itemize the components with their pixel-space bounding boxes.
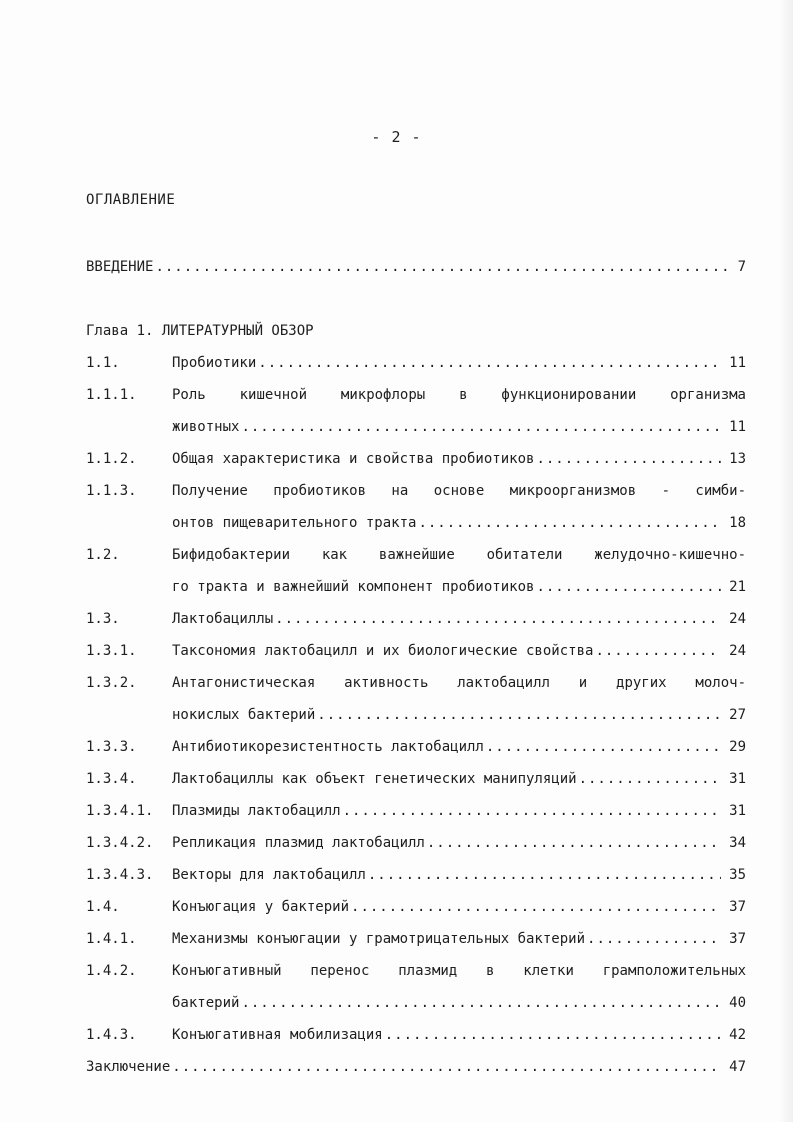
toc-entry-title: Конъюгация у бактерий bbox=[172, 899, 350, 915]
toc-entry-number: 1.3.4. bbox=[86, 771, 137, 787]
toc-entry-number: 1.3.4.2. bbox=[86, 835, 154, 851]
toc-entry bbox=[86, 672, 746, 694]
toc-entry bbox=[86, 384, 746, 406]
toc-heading: ОГЛАВЛЕНИЕ bbox=[86, 192, 176, 208]
leader-dots bbox=[595, 640, 721, 662]
toc-entry bbox=[86, 352, 746, 374]
toc-entry bbox=[86, 832, 746, 854]
toc-conclusion-row bbox=[86, 1056, 746, 1078]
chapter-title: Глава 1. ЛИТЕРАТУРНЫЙ ОБЗОР bbox=[86, 323, 314, 339]
toc-entry-page: 24 bbox=[729, 611, 746, 627]
toc-entry bbox=[86, 800, 746, 822]
leader-dots bbox=[486, 736, 721, 758]
toc-entry-title: Конъюгативная мобилизация bbox=[172, 1027, 383, 1043]
toc-entry-title: Общая характеристика и свойства пробиотиков bbox=[172, 451, 535, 467]
leader-dots bbox=[241, 416, 721, 438]
toc-entry-title: Механизмы конъюгации у грамотрицательных бактерий bbox=[172, 931, 586, 947]
toc-entry-number: 1.1.2. bbox=[86, 451, 137, 467]
toc-entry-title: Векторы для лактобацилл bbox=[172, 867, 366, 883]
toc-conclusion-page: 47 bbox=[729, 1059, 746, 1075]
toc-entry-number: 1.2. bbox=[86, 547, 120, 563]
toc-entry-title: Конъюгативный перенос плазмид в клетки грамположительных bbox=[172, 963, 746, 979]
toc-intro-page: 7 bbox=[737, 259, 746, 275]
toc-entry-title: Репликация плазмид лактобацилл bbox=[172, 835, 425, 851]
toc-entry-page: 31 bbox=[729, 803, 746, 819]
toc-entry-number: 1.1.1. bbox=[86, 387, 137, 403]
toc-entry-number: 1.4.2. bbox=[86, 963, 137, 979]
toc-entry-page: 13 bbox=[729, 451, 746, 467]
toc-entry-title: Плазмиды лактобацилл bbox=[172, 803, 341, 819]
toc-entry-page: 42 bbox=[729, 1027, 746, 1043]
toc-entry-title: Пробиотики bbox=[172, 355, 257, 371]
toc-entry bbox=[86, 864, 746, 886]
toc-entry-page: 35 bbox=[729, 867, 746, 883]
toc-entry-number: 1.3.1. bbox=[86, 643, 137, 659]
toc-entry-page: 31 bbox=[729, 771, 746, 787]
toc-entry bbox=[86, 608, 746, 630]
leader-dots bbox=[317, 704, 721, 726]
toc-entry-page: 37 bbox=[729, 899, 746, 915]
leader-dots bbox=[155, 256, 729, 278]
toc-entry-number: 1.3.4.1. bbox=[86, 803, 154, 819]
toc-entry bbox=[86, 960, 746, 982]
toc-entry-title: Бифидобактерии как важнейшие обитатели желудочно-кишечно- bbox=[172, 547, 746, 563]
toc-entry-title-continued: го тракта и важнейший компонент пробиотиков bbox=[172, 579, 535, 595]
leader-dots bbox=[427, 832, 721, 854]
toc-entry-number: 1.3.4.3. bbox=[86, 867, 154, 883]
toc-entry-title: Антагонистическая активность лактобацилл и других молоч- bbox=[172, 675, 746, 691]
toc-entry-title-continued: животных bbox=[172, 419, 240, 435]
leader-dots bbox=[418, 512, 721, 534]
leader-dots bbox=[172, 1056, 721, 1078]
toc-entry-number: 1.4. bbox=[86, 899, 120, 915]
toc-entry-page: 37 bbox=[729, 931, 746, 947]
toc-entry-page: 27 bbox=[729, 707, 746, 723]
toc-entry-number: 1.3. bbox=[86, 611, 120, 627]
toc-conclusion-title: Заключение bbox=[86, 1059, 171, 1075]
toc-entry-page: 11 bbox=[729, 419, 746, 435]
toc-entry-continuation bbox=[86, 992, 746, 1014]
leader-dots bbox=[241, 992, 721, 1014]
leader-dots bbox=[587, 928, 721, 950]
toc-entry-continuation bbox=[86, 704, 746, 726]
toc-entry bbox=[86, 544, 746, 566]
toc-entry-number: 1.4.1. bbox=[86, 931, 137, 947]
toc-entry-page: 18 bbox=[729, 515, 746, 531]
toc-entry-page: 24 bbox=[729, 643, 746, 659]
toc-entry-title: Антибиотикорезистентность лактобацилл bbox=[172, 739, 484, 755]
toc-entry-title: Получение пробиотиков на основе микроорганизмов - симби- bbox=[172, 483, 746, 499]
toc-entry bbox=[86, 480, 746, 502]
toc-intro-title: ВВЕДЕНИЕ bbox=[86, 259, 154, 275]
toc-entry bbox=[86, 736, 746, 758]
toc-entry-number: 1.1.3. bbox=[86, 483, 137, 499]
toc-entry bbox=[86, 448, 746, 470]
page-number: - 2 - bbox=[371, 128, 422, 146]
toc-intro-row bbox=[86, 256, 746, 278]
toc-entry bbox=[86, 928, 746, 950]
toc-entry-title: Лактобациллы как объект генетических манипуляций bbox=[172, 771, 577, 787]
toc-entry-page: 34 bbox=[729, 835, 746, 851]
toc-entry-page: 11 bbox=[729, 355, 746, 371]
leader-dots bbox=[579, 768, 722, 790]
scan-edge-shadow bbox=[779, 0, 793, 1122]
toc-chapter-heading bbox=[86, 320, 746, 342]
toc-entry-title: Таксономия лактобацилл и их биологические свойства bbox=[172, 643, 594, 659]
leader-dots bbox=[536, 576, 721, 598]
toc-entry-title: Роль кишечной микрофлоры в функционировании организма bbox=[172, 387, 746, 403]
toc-entry-continuation bbox=[86, 576, 746, 598]
toc-entry-page: 29 bbox=[729, 739, 746, 755]
toc-entry-continuation bbox=[86, 512, 746, 534]
toc-entry-number: 1.1. bbox=[86, 355, 120, 371]
leader-dots bbox=[343, 800, 722, 822]
toc-entry bbox=[86, 896, 746, 918]
toc-entry-continuation bbox=[86, 416, 746, 438]
leader-dots bbox=[368, 864, 721, 886]
toc-entry bbox=[86, 1024, 746, 1046]
toc-entry-title-continued: бактерий bbox=[172, 995, 240, 1011]
toc-entry-number: 1.4.3. bbox=[86, 1027, 137, 1043]
leader-dots bbox=[275, 608, 721, 630]
toc-entry-page: 21 bbox=[729, 579, 746, 595]
toc-entry-title: Лактобациллы bbox=[172, 611, 274, 627]
toc-entry-title-continued: нокислых бактерий bbox=[172, 707, 316, 723]
leader-dots bbox=[385, 1024, 721, 1046]
leader-dots bbox=[536, 448, 721, 470]
toc-entry-title-continued: онтов пищеварительного тракта bbox=[172, 515, 417, 531]
leader-dots bbox=[258, 352, 721, 374]
toc-entry-number: 1.3.3. bbox=[86, 739, 137, 755]
toc-entry-page: 40 bbox=[729, 995, 746, 1011]
toc-entry bbox=[86, 640, 746, 662]
toc-entry-number: 1.3.2. bbox=[86, 675, 137, 691]
toc-entry bbox=[86, 768, 746, 790]
leader-dots bbox=[351, 896, 721, 918]
